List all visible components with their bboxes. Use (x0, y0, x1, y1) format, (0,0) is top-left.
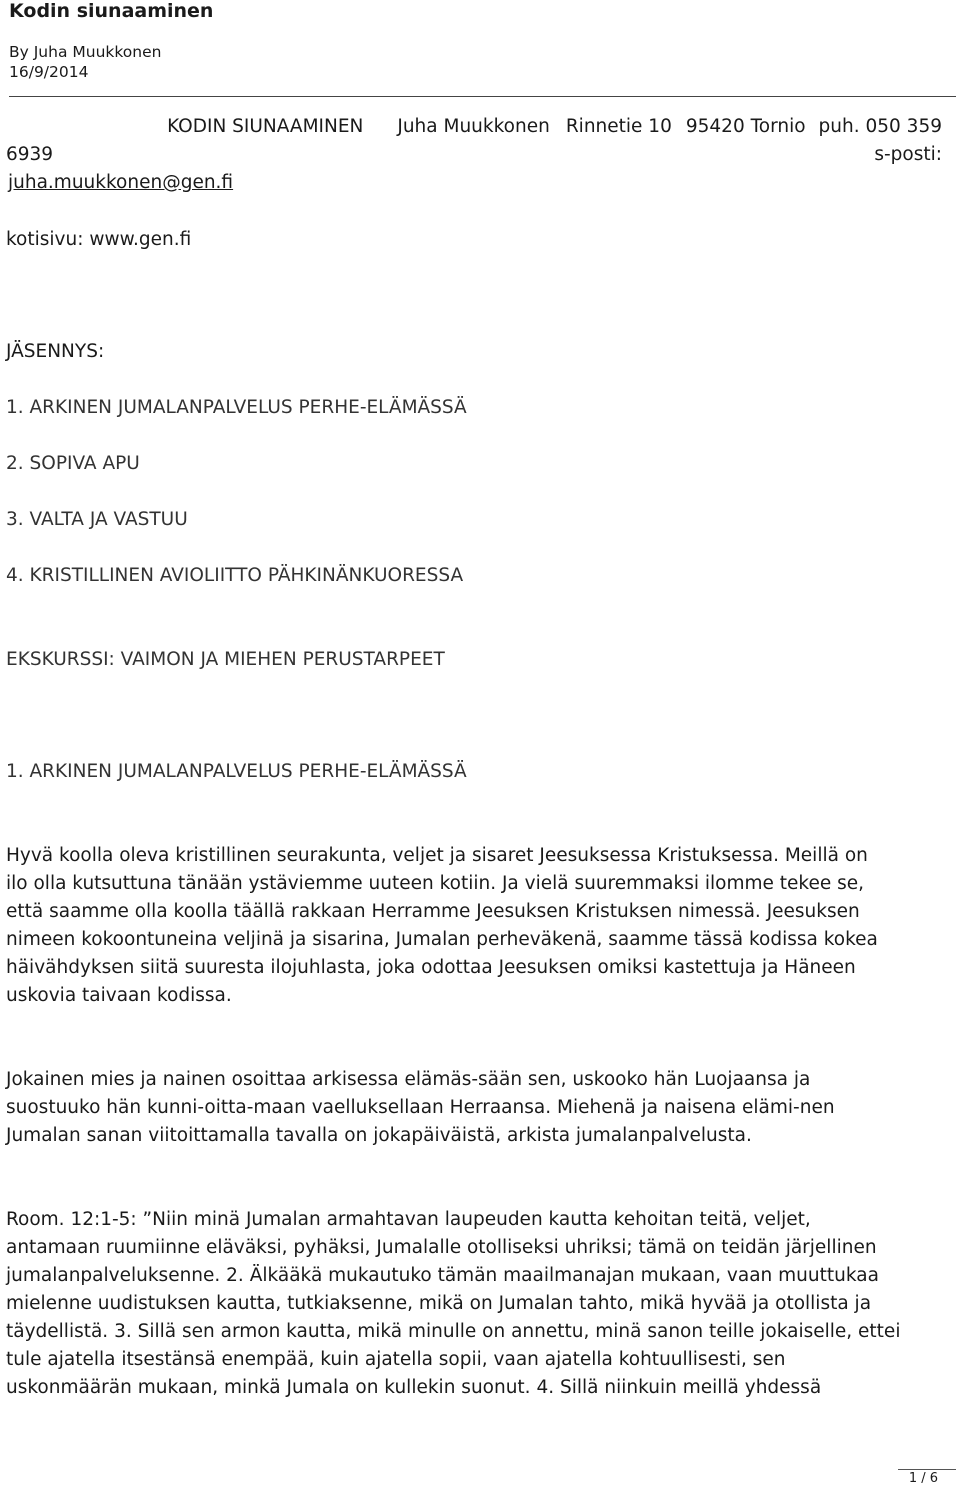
email-link[interactable]: juha.muukkonen@gen.fi (8, 172, 234, 193)
paragraph-line: Room. 12:1-5: ”Niin minä Jumalan armahtavan laupeuden kautta kehoitan teitä, veljet, (6, 1209, 811, 1230)
paragraph-line: tule ajatella itsestänsä enempää, kuin ajatella sopii, vaan ajatella kohtuullisesti, sen (6, 1349, 786, 1370)
toc-item: EKSKURSSI: VAIMON JA MIEHEN PERUSTARPEET (6, 649, 445, 670)
paragraph-line: uskovia taivaan kodissa. (6, 985, 232, 1006)
paragraph-line: täydellistä. 3. Sillä sen armon kautta, mikä minulle on annettu, minä sanon teille jokaiselle, ettei (6, 1321, 901, 1342)
paragraph (6, 842, 950, 1010)
email-label: s-posti: (874, 144, 942, 165)
paragraph-line: Hyvä koolla oleva kristillinen seurakunta, veljet ja sisaret Jeesuksessa Kristuksessa. Meillä on (6, 845, 868, 866)
paragraph-line: antamaan ruumiinne eläväksi, pyhäksi, Jumalalle otolliseksi uhriksi; tämä on teidän järjellinen (6, 1237, 877, 1258)
footer-divider (898, 1469, 956, 1470)
toc-item: 3. VALTA JA VASTUU (6, 509, 188, 530)
toc-item: 4. KRISTILLINEN AVIOLIITTO PÄHKINÄNKUORESSA (6, 565, 464, 586)
paragraph-line: jumalanpalveluksenne. 2. Älkääkä mukautuko tämän maailmanajan mukaan, vaan muuttukaa (6, 1265, 879, 1286)
author-byline: By Juha Muukkonen (9, 43, 162, 61)
header-divider (9, 96, 956, 97)
section-heading: 1. ARKINEN JUMALANPALVELUS PERHE-ELÄMÄSSÄ (6, 761, 467, 782)
contact-row (6, 141, 942, 169)
page-header (9, 0, 959, 82)
homepage-line: kotisivu: www.gen.fi (6, 229, 192, 250)
paragraph-line: Jumalan sanan viitoittamalla tavalla on jokapäiväistä, arkista jumalanpalvelusta. (6, 1125, 752, 1146)
paragraph-line: Jokainen mies ja nainen osoittaa arkisessa elämäs-sään sen, uskooko hän Luojaansa ja (6, 1069, 811, 1090)
paragraph-line: että saamme olla koolla täällä rakkaan Herramme Jeesuksen Kristuksen nimessä. Jeesuksen (6, 901, 860, 922)
contact-row (6, 113, 942, 141)
contact-row (6, 169, 942, 197)
contact-heading: KODIN SIUNAAMINEN (167, 116, 364, 137)
paragraph-line: nimeen kokoontuneina veljinä ja sisarina, Jumalan perheväkenä, saamme tässä kodissa kokea (6, 929, 878, 950)
toc-item: 1. ARKINEN JUMALANPALVELUS PERHE-ELÄMÄSSÄ (6, 397, 467, 418)
paragraph-line: ilo olla kutsuttuna tänään ystäviemme uuteen kotiin. Ja vielä suuremmaksi ilomme tekee se, (6, 873, 865, 894)
contact-name: Juha Muukkonen (397, 116, 550, 137)
paragraph-line: uskonmäärän mukaan, minkä Jumala on kullekin suonut. 4. Sillä niinkuin meillä yhdessä (6, 1377, 822, 1398)
contact-block (6, 113, 942, 197)
contact-address: Rinnetie 10 (565, 116, 672, 137)
toc-item: 2. SOPIVA APU (6, 453, 140, 474)
contact-postal: 95420 Tornio (685, 116, 806, 137)
publish-date: 16/9/2014 (9, 63, 89, 81)
paragraph-line: suostuuko hän kunni-oitta-maan vaelluksellaan Herraansa. Miehenä ja naisena elämi-nen (6, 1097, 835, 1118)
contact-phone: puh. 050 359 (818, 116, 942, 137)
paragraph-line: mielenne uudistuksen kautta, tutkiaksenne, mikä on Jumalan tahto, mikä hyvää ja otollista ja (6, 1293, 872, 1314)
toc-heading: JÄSENNYS: (6, 341, 105, 362)
document-title: Kodin siunaaminen (9, 0, 214, 22)
paragraph (6, 1206, 950, 1402)
contact-phone-suffix: 6939 (6, 144, 54, 165)
paragraph-line: häivähdyksen siitä suuresta ilojuhlasta, joka odottaa Jeesuksen omiksi kastettuja ja Häneen (6, 957, 856, 978)
page-number: 1 / 6 (908, 1471, 938, 1486)
paragraph (6, 1066, 950, 1150)
